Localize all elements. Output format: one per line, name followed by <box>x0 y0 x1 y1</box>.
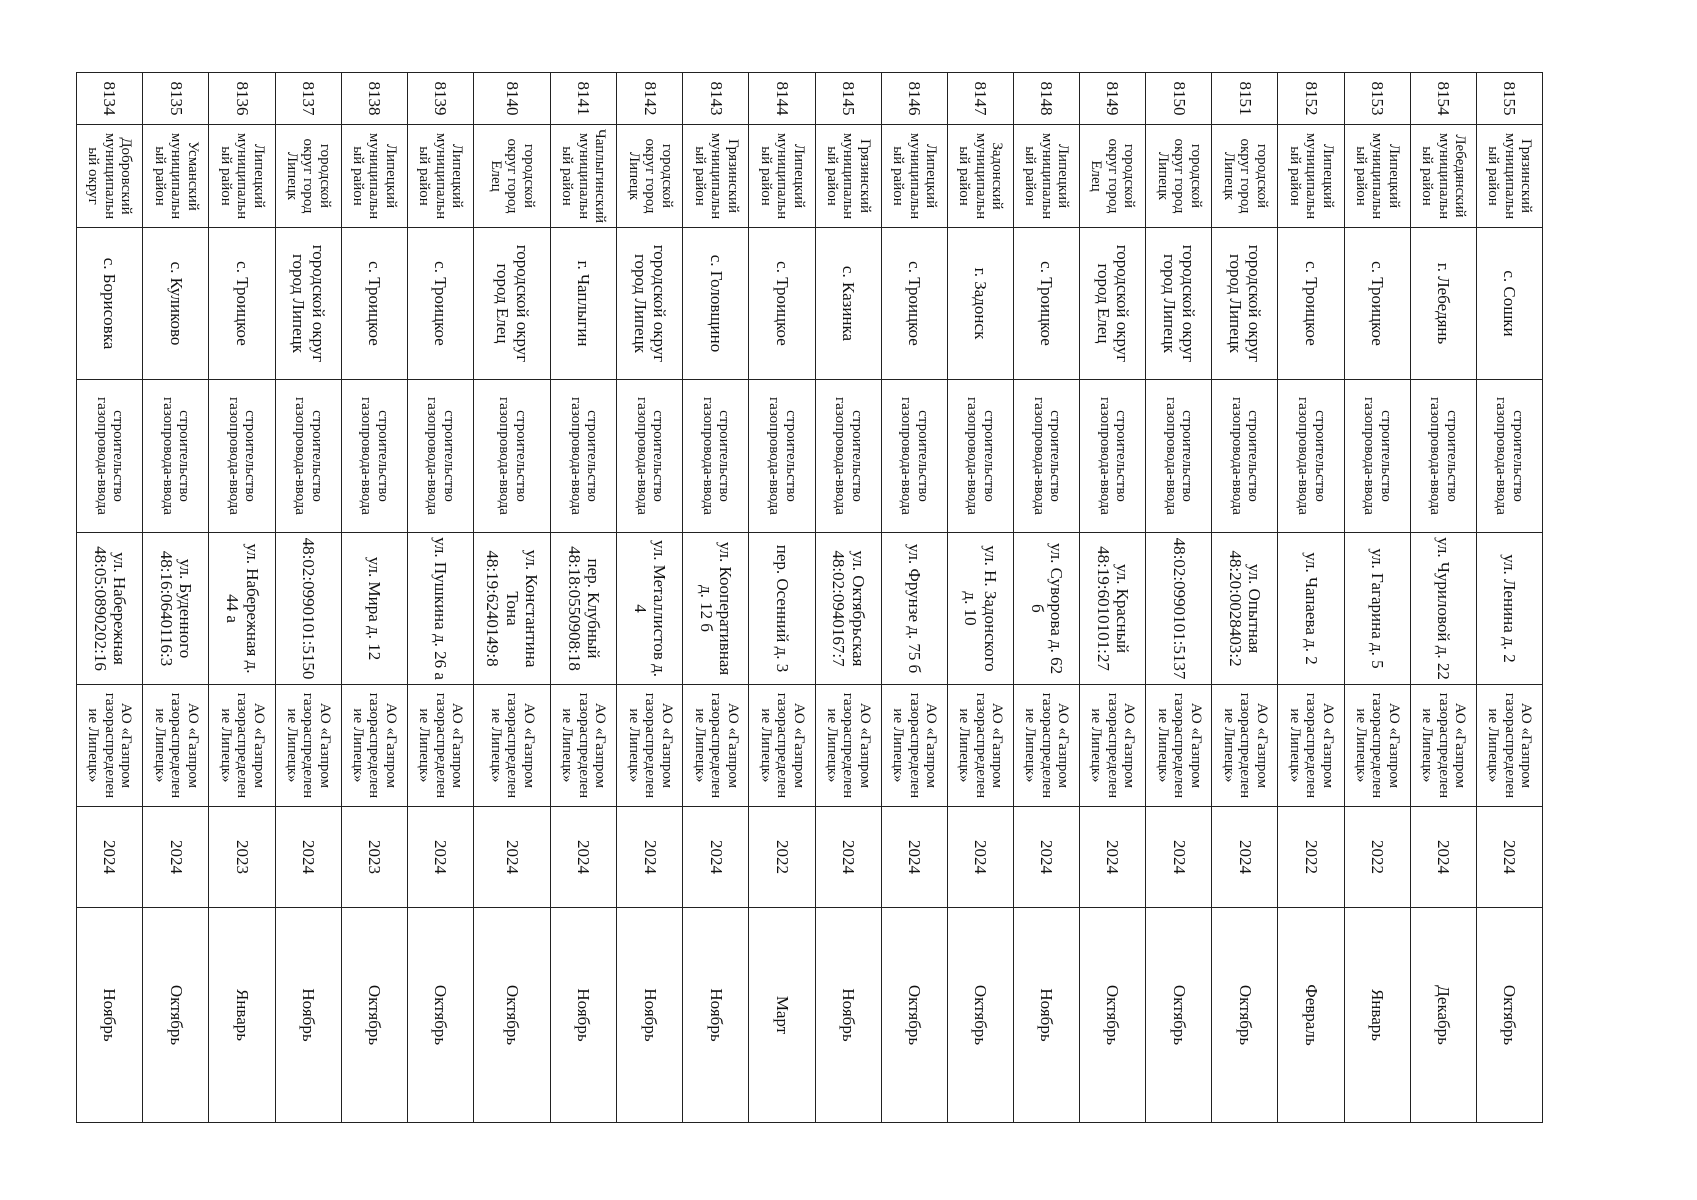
row-number: 8147 <box>947 73 1013 125</box>
locality-cell: с. Троицкое <box>407 228 473 380</box>
district-cell: Грязинский муниципальный район <box>815 125 881 228</box>
work-type-cell: строительство газопровода-ввода <box>881 380 947 533</box>
address-cell: ул. Н. Задонского д. 10 <box>947 533 1013 685</box>
district-cell: Липецкий муниципальный район <box>341 125 407 228</box>
district-cell: Липецкий муниципальный район <box>1344 125 1410 228</box>
locality-cell: г. Лебедянь <box>1410 228 1476 380</box>
table-row <box>1080 73 1146 1123</box>
work-type-cell: строительство газопровода-ввода <box>1278 380 1344 533</box>
year-cell: 2024 <box>407 807 473 908</box>
work-type-cell: строительство газопровода-ввода <box>1344 380 1410 533</box>
work-type-cell: строительство газопровода-ввода <box>407 380 473 533</box>
address-cell: ул. Мира д. 12 <box>341 533 407 685</box>
table-row <box>275 73 341 1123</box>
row-number: 8137 <box>275 73 341 125</box>
year-cell: 2024 <box>1146 807 1212 908</box>
work-type-cell: строительство газопровода-ввода <box>815 380 881 533</box>
work-type-cell: строительство газопровода-ввода <box>1410 380 1476 533</box>
organization-cell: АО «Газпром газораспределение Липецк» <box>1014 685 1080 807</box>
year-cell: 2022 <box>749 807 815 908</box>
address-cell: ул. Суворова д. 62 б <box>1014 533 1080 685</box>
year-cell: 2024 <box>1080 807 1146 908</box>
month-cell: Октябрь <box>407 908 473 1123</box>
row-number: 8144 <box>749 73 815 125</box>
district-cell: Грязинский муниципальный район <box>1476 125 1542 228</box>
organization-cell: АО «Газпром газораспределение Липецк» <box>1410 685 1476 807</box>
address-cell: ул. Опытная 48:20:0028403:2 <box>1212 533 1278 685</box>
address-cell: ул. Красный 48:19:6010101:27 <box>1080 533 1146 685</box>
year-cell: 2024 <box>77 807 143 908</box>
district-cell: Усманский муниципальный район <box>143 125 209 228</box>
locality-cell: городской округ город Елец <box>1080 228 1146 380</box>
district-cell: Липецкий муниципальный район <box>749 125 815 228</box>
organization-cell: АО «Газпром газораспределение Липецк» <box>209 685 275 807</box>
table-row <box>551 73 617 1123</box>
month-cell: Ноябрь <box>683 908 749 1123</box>
district-cell: Липецкий муниципальный район <box>209 125 275 228</box>
locality-cell: с. Троицкое <box>1014 228 1080 380</box>
work-type-cell: строительство газопровода-ввода <box>551 380 617 533</box>
year-cell: 2022 <box>1344 807 1410 908</box>
month-cell: Октябрь <box>143 908 209 1123</box>
row-number: 8152 <box>1278 73 1344 125</box>
year-cell: 2023 <box>209 807 275 908</box>
address-cell: ул. Гагарина д. 5 <box>1344 533 1410 685</box>
organization-cell: АО «Газпром газораспределение Липецк» <box>77 685 143 807</box>
organization-cell: АО «Газпром газораспределение Липецк» <box>1146 685 1212 807</box>
district-cell: Липецкий муниципальный район <box>1014 125 1080 228</box>
address-cell: ул. Чапаева д. 2 <box>1278 533 1344 685</box>
month-cell: Ноябрь <box>275 908 341 1123</box>
month-cell: Октябрь <box>881 908 947 1123</box>
row-number: 8141 <box>551 73 617 125</box>
district-cell: Грязинский муниципальный район <box>683 125 749 228</box>
locality-cell: городской округ город Липецк <box>275 228 341 380</box>
year-cell: 2024 <box>551 807 617 908</box>
locality-cell: с. Казинка <box>815 228 881 380</box>
work-type-cell: строительство газопровода-ввода <box>473 380 550 533</box>
organization-cell: АО «Газпром газораспределение Липецк» <box>143 685 209 807</box>
locality-cell: с. Борисовка <box>77 228 143 380</box>
locality-cell: городской округ город Липецк <box>1212 228 1278 380</box>
locality-cell: с. Головщино <box>683 228 749 380</box>
gas-connection-table <box>76 72 1543 1123</box>
work-type-cell: строительство газопровода-ввода <box>77 380 143 533</box>
address-cell: ул. Металлистов д. 4 <box>617 533 683 685</box>
organization-cell: АО «Газпром газораспределение Липецк» <box>275 685 341 807</box>
locality-cell: г. Задонск <box>947 228 1013 380</box>
organization-cell: АО «Газпром газораспределение Липецк» <box>749 685 815 807</box>
month-cell: Ноябрь <box>617 908 683 1123</box>
organization-cell: АО «Газпром газораспределение Липецк» <box>947 685 1013 807</box>
year-cell: 2024 <box>947 807 1013 908</box>
organization-cell: АО «Газпром газораспределение Липецк» <box>881 685 947 807</box>
address-cell: ул. Константина Тона 48:19:6240149:8 <box>473 533 550 685</box>
work-type-cell: строительство газопровода-ввода <box>275 380 341 533</box>
organization-cell: АО «Газпром газораспределение Липецк» <box>1344 685 1410 807</box>
district-cell: Чаплыгинский муниципальный район <box>551 125 617 228</box>
month-cell: Октябрь <box>1080 908 1146 1123</box>
organization-cell: АО «Газпром газораспределение Липецк» <box>551 685 617 807</box>
month-cell: Октябрь <box>341 908 407 1123</box>
locality-cell: с. Троицкое <box>881 228 947 380</box>
row-number: 8135 <box>143 73 209 125</box>
month-cell: Октябрь <box>1146 908 1212 1123</box>
district-cell: городской округ город Липецк <box>617 125 683 228</box>
month-cell: Октябрь <box>1476 908 1542 1123</box>
address-cell: пер. Клубный 48:18:0550908:18 <box>551 533 617 685</box>
locality-cell: г. Чаплыгин <box>551 228 617 380</box>
locality-cell: с. Куликово <box>143 228 209 380</box>
district-cell: Добровский муниципальный округ <box>77 125 143 228</box>
district-cell: городской округ город Липецк <box>1146 125 1212 228</box>
row-number: 8143 <box>683 73 749 125</box>
row-number: 8146 <box>881 73 947 125</box>
month-cell: Ноябрь <box>77 908 143 1123</box>
work-type-cell: строительство газопровода-ввода <box>683 380 749 533</box>
table-row <box>341 73 407 1123</box>
district-cell: городской округ город Елец <box>1080 125 1146 228</box>
row-number: 8151 <box>1212 73 1278 125</box>
organization-cell: АО «Газпром газораспределение Липецк» <box>1080 685 1146 807</box>
organization-cell: АО «Газпром газораспределение Липецк» <box>1278 685 1344 807</box>
month-cell: Январь <box>1344 908 1410 1123</box>
year-cell: 2023 <box>341 807 407 908</box>
table-row <box>77 73 143 1123</box>
address-cell: ул. Набережная 48:05:0890202:16 <box>77 533 143 685</box>
month-cell: Январь <box>209 908 275 1123</box>
year-cell: 2024 <box>617 807 683 908</box>
table-row <box>407 73 473 1123</box>
locality-cell: с. Сошки <box>1476 228 1542 380</box>
row-number: 8139 <box>407 73 473 125</box>
organization-cell: АО «Газпром газораспределение Липецк» <box>341 685 407 807</box>
row-number: 8154 <box>1410 73 1476 125</box>
district-cell: Липецкий муниципальный район <box>407 125 473 228</box>
table-row <box>947 73 1013 1123</box>
address-cell: ул. Набережная д. 44 а <box>209 533 275 685</box>
district-cell: Липецкий муниципальный район <box>1278 125 1344 228</box>
address-cell: ул. Буденного 48:16:0640116:3 <box>143 533 209 685</box>
district-cell: городской округ город Липецк <box>1212 125 1278 228</box>
month-cell: Октябрь <box>473 908 550 1123</box>
work-type-cell: строительство газопровода-ввода <box>341 380 407 533</box>
work-type-cell: строительство газопровода-ввода <box>1080 380 1146 533</box>
year-cell: 2024 <box>815 807 881 908</box>
address-cell: ул. Октябрьская 48:02:0940167:7 <box>815 533 881 685</box>
work-type-cell: строительство газопровода-ввода <box>143 380 209 533</box>
work-type-cell: строительство газопровода-ввода <box>947 380 1013 533</box>
address-cell: ул. Кооперативная д. 12 б <box>683 533 749 685</box>
work-type-cell: строительство газопровода-ввода <box>1146 380 1212 533</box>
table-row <box>1476 73 1542 1123</box>
year-cell: 2024 <box>275 807 341 908</box>
district-cell: Липецкий муниципальный район <box>881 125 947 228</box>
address-cell: ул. Ленина д. 2 <box>1476 533 1542 685</box>
table-row <box>881 73 947 1123</box>
table-row <box>209 73 275 1123</box>
locality-cell: с. Троицкое <box>209 228 275 380</box>
row-number: 8140 <box>473 73 550 125</box>
table-row <box>617 73 683 1123</box>
year-cell: 2024 <box>473 807 550 908</box>
table-row <box>749 73 815 1123</box>
year-cell: 2024 <box>881 807 947 908</box>
district-cell: городской округ город Елец <box>473 125 550 228</box>
locality-cell: городской округ город Елец <box>473 228 550 380</box>
year-cell: 2024 <box>1476 807 1542 908</box>
locality-cell: с. Троицкое <box>749 228 815 380</box>
table-row <box>1278 73 1344 1123</box>
table-row <box>1344 73 1410 1123</box>
row-number: 8145 <box>815 73 881 125</box>
locality-cell: городской округ город Липецк <box>617 228 683 380</box>
row-number: 8150 <box>1146 73 1212 125</box>
year-cell: 2024 <box>1212 807 1278 908</box>
organization-cell: АО «Газпром газораспределение Липецк» <box>617 685 683 807</box>
row-number: 8142 <box>617 73 683 125</box>
year-cell: 2024 <box>683 807 749 908</box>
table-row <box>1014 73 1080 1123</box>
organization-cell: АО «Газпром газораспределение Липецк» <box>407 685 473 807</box>
row-number: 8155 <box>1476 73 1542 125</box>
table-row <box>143 73 209 1123</box>
row-number: 8148 <box>1014 73 1080 125</box>
locality-cell: с. Троицкое <box>1344 228 1410 380</box>
district-cell: Лебедянский муниципальный район <box>1410 125 1476 228</box>
month-cell: Март <box>749 908 815 1123</box>
district-cell: Задонский муниципальный район <box>947 125 1013 228</box>
rotated-table-wrapper <box>76 72 1543 1122</box>
month-cell: Ноябрь <box>815 908 881 1123</box>
table-row <box>1410 73 1476 1123</box>
month-cell: Декабрь <box>1410 908 1476 1123</box>
month-cell: Февраль <box>1278 908 1344 1123</box>
table-row <box>1212 73 1278 1123</box>
table-row <box>815 73 881 1123</box>
table-row <box>1146 73 1212 1123</box>
month-cell: Ноябрь <box>551 908 617 1123</box>
organization-cell: АО «Газпром газораспределение Липецк» <box>683 685 749 807</box>
locality-cell: городской округ город Липецк <box>1146 228 1212 380</box>
row-number: 8136 <box>209 73 275 125</box>
organization-cell: АО «Газпром газораспределение Липецк» <box>815 685 881 807</box>
organization-cell: АО «Газпром газораспределение Липецк» <box>1212 685 1278 807</box>
month-cell: Октябрь <box>1212 908 1278 1123</box>
work-type-cell: строительство газопровода-ввода <box>1014 380 1080 533</box>
work-type-cell: строительство газопровода-ввода <box>209 380 275 533</box>
work-type-cell: строительство газопровода-ввода <box>617 380 683 533</box>
address-cell: 48:02:0990101:5137 <box>1146 533 1212 685</box>
address-cell: ул. Чуриловой д. 22 <box>1410 533 1476 685</box>
work-type-cell: строительство газопровода-ввода <box>1212 380 1278 533</box>
year-cell: 2024 <box>143 807 209 908</box>
address-cell: 48:02:0990101:5150 <box>275 533 341 685</box>
table-row <box>683 73 749 1123</box>
work-type-cell: строительство газопровода-ввода <box>749 380 815 533</box>
address-cell: ул. Пушкина д. 26 а <box>407 533 473 685</box>
month-cell: Ноябрь <box>1014 908 1080 1123</box>
year-cell: 2024 <box>1410 807 1476 908</box>
locality-cell: с. Троицкое <box>341 228 407 380</box>
district-cell: городской округ город Липецк <box>275 125 341 228</box>
year-cell: 2024 <box>1014 807 1080 908</box>
table-row <box>473 73 550 1123</box>
address-cell: ул. Фрунзе д. 75 б <box>881 533 947 685</box>
row-number: 8138 <box>341 73 407 125</box>
organization-cell: АО «Газпром газораспределение Липецк» <box>473 685 550 807</box>
work-type-cell: строительство газопровода-ввода <box>1476 380 1542 533</box>
month-cell: Октябрь <box>947 908 1013 1123</box>
year-cell: 2022 <box>1278 807 1344 908</box>
row-number: 8153 <box>1344 73 1410 125</box>
locality-cell: с. Троицкое <box>1278 228 1344 380</box>
address-cell: пер. Осенний д. 3 <box>749 533 815 685</box>
row-number: 8134 <box>77 73 143 125</box>
organization-cell: АО «Газпром газораспределение Липецк» <box>1476 685 1542 807</box>
row-number: 8149 <box>1080 73 1146 125</box>
